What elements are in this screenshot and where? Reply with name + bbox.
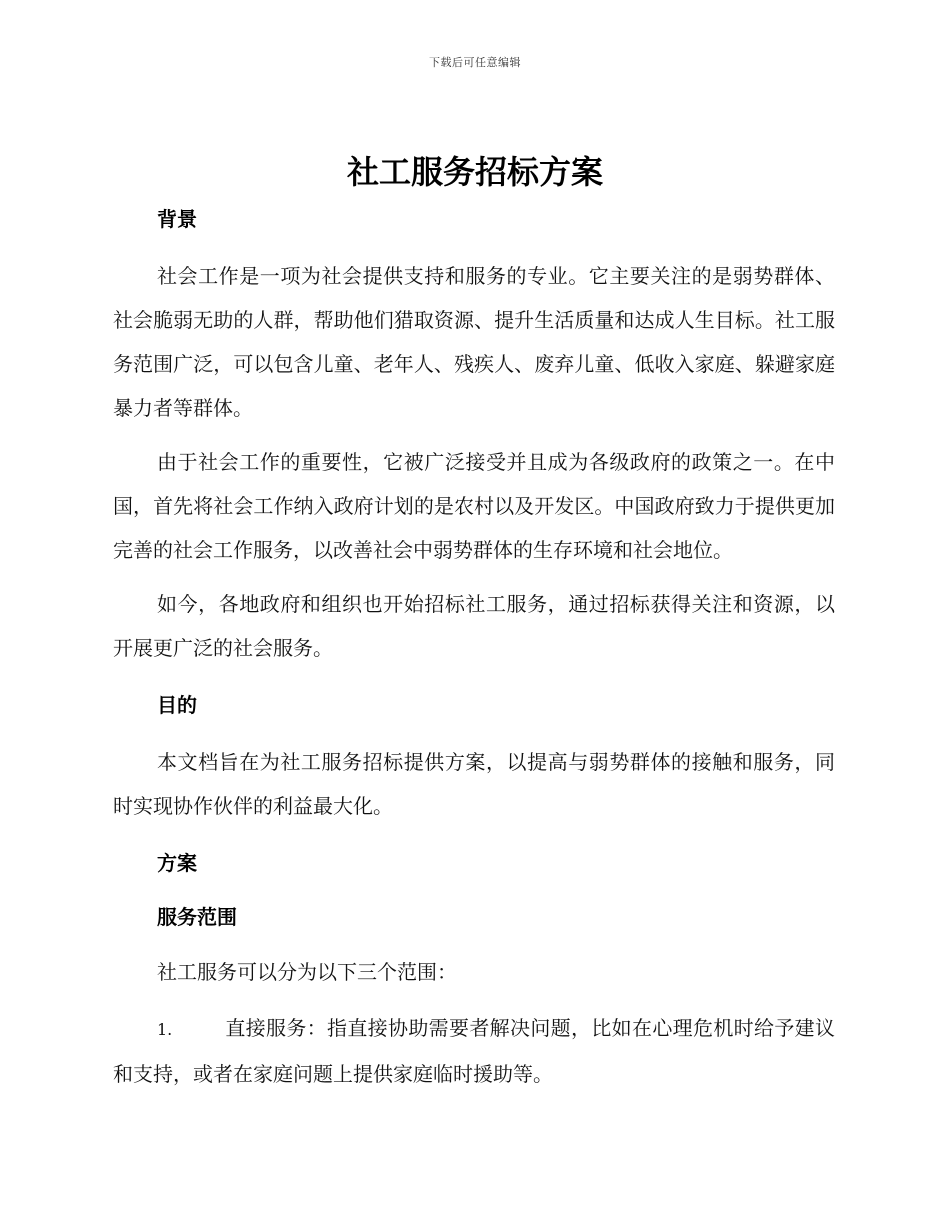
scope-heading: 服务范围 bbox=[157, 905, 237, 929]
list-item-text: 直接服务：指直接协助需要者解决问题，比如在心理危机时给予建议和支持，或者在家庭问题上提供家庭临时援助等。 bbox=[113, 1016, 835, 1086]
scope-intro: 社工服务可以分为以下三个范围： bbox=[157, 960, 457, 984]
scope-list-item bbox=[113, 1006, 835, 1096]
document-title: 社工服务招标方案 bbox=[346, 153, 603, 191]
purpose-paragraph: 本文档旨在为社工服务招标提供方案，以提高与弱势群体的接触和服务，同时实现协作伙伴的利益最大化。 bbox=[113, 750, 835, 818]
list-number: 1. bbox=[157, 1020, 173, 1039]
document-body bbox=[113, 202, 835, 1096]
background-heading: 背景 bbox=[157, 207, 197, 231]
purpose-heading: 目的 bbox=[157, 693, 197, 717]
header-note: 下载后可任意编辑 bbox=[429, 56, 521, 69]
background-paragraph-3: 如今，各地政府和组织也开始招标社工服务，通过招标获得关注和资源，以开展更广泛的社会服务。 bbox=[113, 592, 835, 660]
background-paragraph-2: 由于社会工作的重要性，它被广泛接受并且成为各级政府的政策之一。在中国，首先将社会工作纳入政府计划的是农村以及开发区。中国政府致力于提供更加完善的社会工作服务，以改善社会中弱势群体的生存环境和社会地位。 bbox=[113, 450, 835, 562]
plan-heading: 方案 bbox=[157, 851, 197, 875]
background-paragraph-1: 社会工作是一项为社会提供支持和服务的专业。它主要关注的是弱势群体、社会脆弱无助的人群，帮助他们猎取资源、提升生活质量和达成人生目标。社工服务范围广泛，可以包含儿童、老年人、残疾人、废弃儿童、低收入家庭、躲避家庭暴力者等群体。 bbox=[113, 264, 835, 420]
